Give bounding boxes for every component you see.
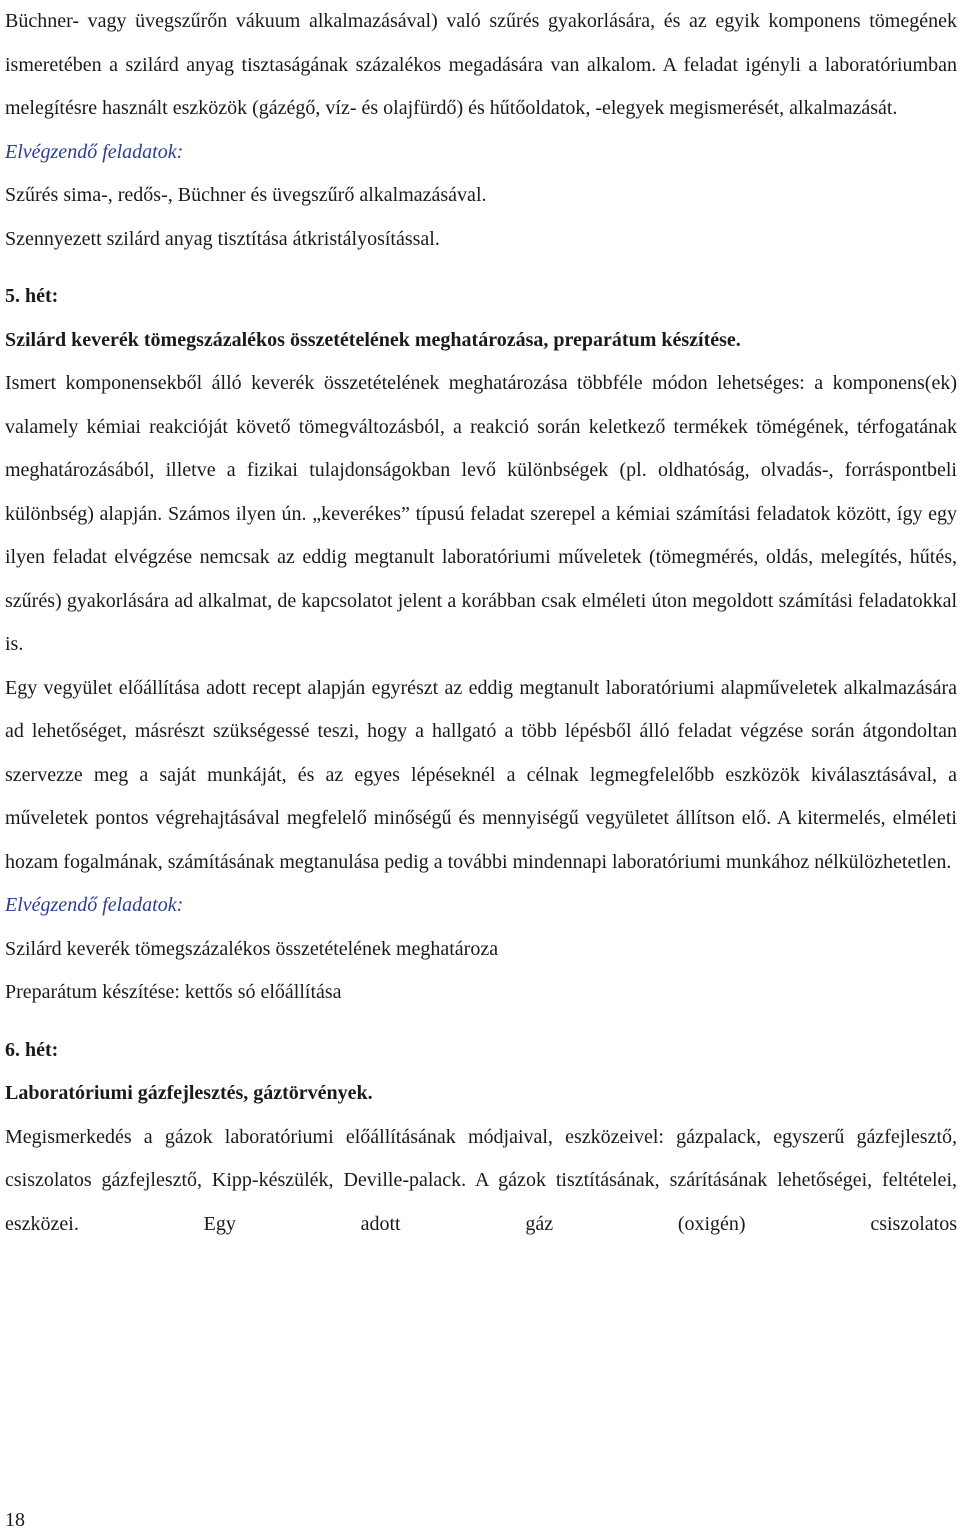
week4-intro-paragraph: Büchner- vagy üvegszűrőn vákuum alkalmazásával) való szűrés gyakorlására, és az egyik komponens tömegének ismeretében a szilárd anyag tisztaságának százalékos megadására van alkalom. A feladat igényli a laboratóriumban melegítésre használt eszközök (gázégő, víz- és olajfürdő) és hűtőoldatok, -elegyek megismerését, alkalmazását. — [5, 10, 957, 119]
week4-task-item: Szűrés sima-, redős-, Büchner és üvegszűrő alkalmazásával. — [5, 184, 487, 206]
week5-task-item: Szilárd keverék tömegszázalékos összetételének meghatároza — [5, 937, 499, 960]
week5-paragraph-2: Egy vegyület előállítása adott recept alapján egyrészt az eddig megtanult laboratóriumi alapműveletek alkalmazására ad lehetőséget, másrészt szükségessé teszi, hogy a hallgató a több lépésből álló feladat végzése során átgondoltan szervezze meg a saját munkáját, és az egyes lépéseknél a célnak legmegfelelőbb eszközök kiválasztásával, a műveletek pontos végrehajtásával megfelelő minőségű és mennyiségű vegyületet állítson elő. A kitermelés, elméleti hozam fogalmának, számításának megtanulása pedig a további mindennapi laboratóriumi munkához nélkülözhetetlen. — [5, 676, 957, 873]
page-number: 18 — [5, 1509, 25, 1531]
week4-tasks-heading: Elvégzendő feladatok: — [5, 140, 184, 163]
week5-label: 5. hét: — [5, 285, 59, 307]
week5-title: Szilárd keverék tömegszázalékos összetételének meghatározása, preparátum készítése. — [5, 328, 741, 351]
week5-task-item: Preparátum készítése: kettős só előállítása — [5, 981, 342, 1003]
document-page — [5, 0, 957, 1246]
week5-tasks-heading: Elvégzendő feladatok: — [5, 894, 184, 916]
week6-paragraph-1: Megismerkedés a gázok laboratóriumi előállításának módjaival, eszközeivel: gázpalack, egyszerű gázfejlesztő, csiszolatos gázfejlesztő, Kipp-készülék, Deville-palack. A gázok tisztításának, szárításának lehetőségei, feltételei, eszközei. Egy adott gáz (oxigén) csiszolatos — [5, 1125, 957, 1235]
week6-label: 6. hét: — [5, 1038, 59, 1061]
week6-title: Laboratóriumi gázfejlesztés, gáztörvények. — [5, 1082, 373, 1104]
week4-task-item: Szennyezett szilárd anyag tisztítása átkristályosítással. — [5, 227, 440, 250]
week5-paragraph-1: Ismert komponensekből álló keverék összetételének meghatározása többféle módon lehetséges: a komponens(ek) valamely kémiai reakcióját követő tömegváltozásból, a reakció során keletkező termékek tömégének, térfogatának meghatározásából, illetve a fizikai tulajdonságokban levő különbségek (pl. oldhatóság, olvadás-, forráspontbeli különbség) alapján. Számos ilyen ún. „keverékes” típusú feladat szerepel a kémiai számítási feladatok között, így egy ilyen feladat elvégzése nemcsak az eddig megtanult laboratóriumi műveletek (tömegmérés, oldás, melegítés, hűtés, szűrés) gyakorlására ad alkalmat, de kapcsolatot jelent a korábban csak elméleti úton megoldott számítási feladatokkal is. — [5, 372, 957, 655]
